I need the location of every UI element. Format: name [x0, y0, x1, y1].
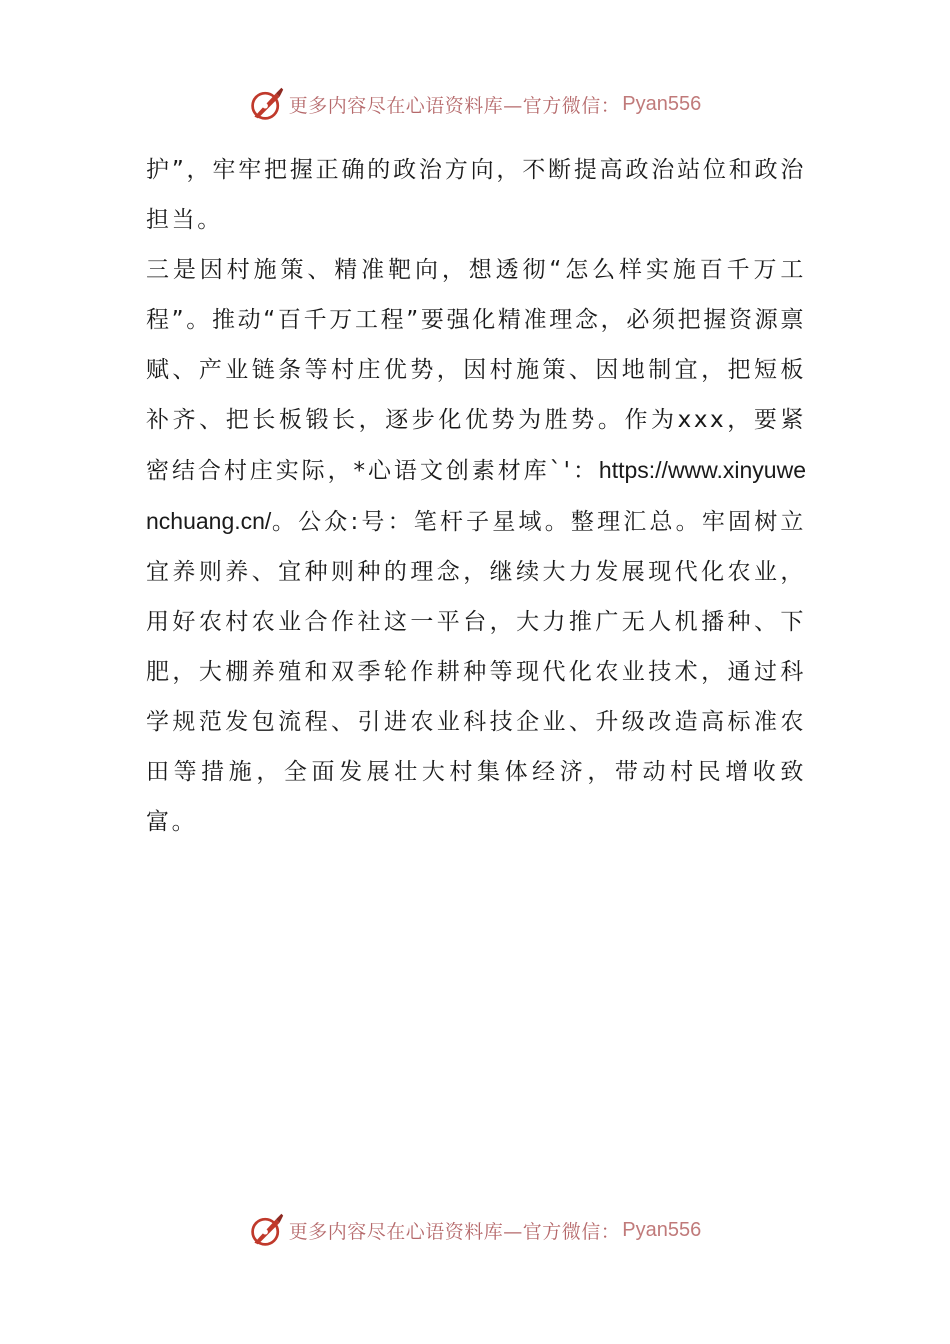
- header-banner: [0, 84, 950, 124]
- pen-nib-circle-icon: [249, 1212, 285, 1248]
- header-banner-handle: Pyan556: [622, 92, 702, 115]
- paragraph-2-text-a: 三是因村施策、精准靶向，想透彻“怎么样实施百千万工程”。推动“百千万工程”要强化精准理念，必须把握资源禀赋、产业链条等村庄优势，因村施策、因地制宜，把短板补齐、把长板锻长，逐步化优势为胜势。作为xxx，要紧密结合村庄实际，*心语文创素材库`'：: [146, 257, 806, 484]
- paragraph-1: 护”，牢牢把握正确的政治方向，不断提高政治站位和政治担当。: [146, 157, 806, 233]
- paragraph-2: [146, 245, 806, 847]
- paragraph-2-text-b: 。公众:号：笔杆子星域。整理汇总。牢固树立宜养则养、宜种则种的理念，继续大力发展现代化农业，用好农村农业合作社这一平台，大力推广无人机播种、下肥，大棚养殖和双季轮作耕种等现代化农业技术，通过科学规范发包流程、引进农业科技企业、升级改造高标准农田等措施，全面发展壮大村集体经济，带动村民增收致富。: [146, 509, 806, 835]
- footer-banner-text: 更多内容尽在心语资料库—官方微信：: [288, 1220, 621, 1243]
- source-url-link[interactable]: https://www.xinyuwenchuang.cn/: [146, 457, 806, 534]
- header-banner-text: 更多内容尽在心语资料库—官方微信：: [288, 94, 621, 117]
- pen-nib-circle-icon: [249, 86, 285, 122]
- document-body: [146, 145, 806, 847]
- footer-banner-handle: Pyan556: [622, 1218, 702, 1241]
- footer-banner: [0, 1210, 950, 1250]
